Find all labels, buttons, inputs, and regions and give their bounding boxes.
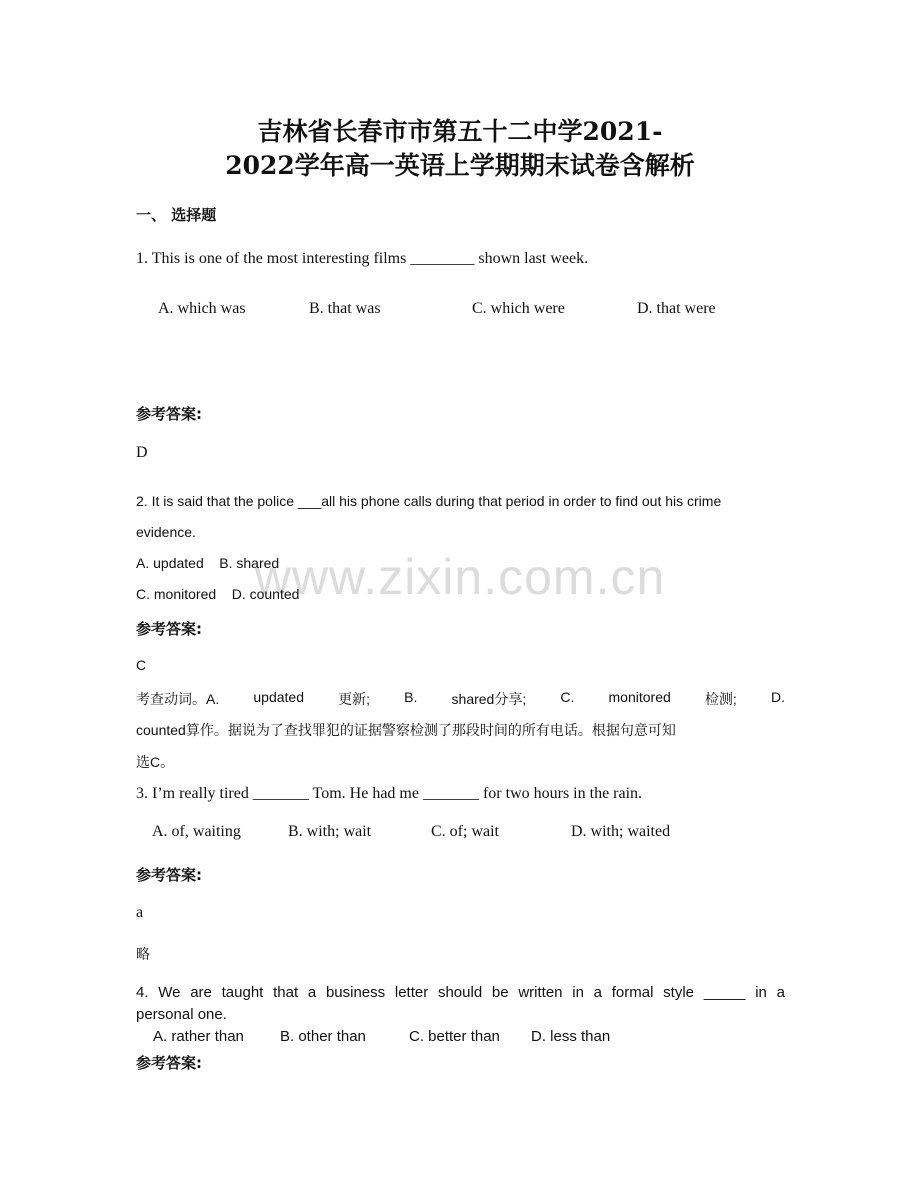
q4-stem-word: a	[307, 984, 317, 1001]
q2-explain-word: monitored	[608, 689, 671, 705]
q4-stem-word: _____	[703, 984, 746, 1001]
q4-stem-word: 4.	[136, 984, 149, 1001]
q1-option-b: B. that was	[309, 300, 381, 317]
q2-answer: C	[136, 657, 147, 673]
q4-stem-word: formal	[611, 984, 654, 1001]
q1-answer-label: 参考答案:	[136, 405, 202, 423]
q2-explain-word: B.	[404, 689, 418, 705]
q2-answer-label: 参考答案:	[136, 620, 202, 638]
q4-stem-word: in	[572, 984, 584, 1001]
q4-stem-word: business	[325, 984, 386, 1001]
q2-explanation-line-3: 选C。	[136, 754, 175, 770]
q3-option-a: A. of, waiting	[152, 823, 241, 840]
q3-option-d: D. with; waited	[571, 823, 671, 840]
q4-stem-word: a	[776, 984, 785, 1001]
q3-option-c: C. of; wait	[431, 823, 499, 840]
q2-explain-word: shared分享;	[451, 691, 527, 707]
q3-answer: a	[136, 904, 144, 921]
q4-stem-word: taught	[221, 984, 264, 1001]
q4-stem-line-2: personal one.	[136, 1006, 227, 1023]
q2-explanation-line-2: counted算作。据说为了查找罪犯的证据警察检测了那段时间的所有电话。根据句意可知	[136, 722, 676, 738]
q1-stem: 1. This is one of the most interesting films ________ shown last week.	[136, 250, 589, 267]
q2-explain-word: C.	[560, 689, 575, 705]
q4-option-d: D. less than	[531, 1028, 611, 1045]
q2-explain-word: 更新;	[338, 691, 371, 707]
q4-stem-word: are	[190, 984, 212, 1001]
q2-stem-line-1: 2. It is said that the police ___all his phone calls during that period in order to find out his crime	[136, 493, 722, 509]
q1-option-a: A. which was	[158, 300, 246, 317]
q3-answer-label: 参考答案:	[136, 866, 202, 884]
document-title-line-2: 2022学年高一英语上学期期末试卷含解析	[225, 151, 695, 180]
document-title-line-1: 吉林省长春市市第五十二中学2021-	[257, 117, 663, 146]
q2-stem-line-2: evidence.	[136, 524, 196, 540]
q1-option-d: D. that were	[637, 300, 716, 317]
q4-stem-line-1	[136, 984, 785, 1001]
q1-option-c: C. which were	[472, 300, 565, 317]
q4-stem-word: a	[593, 984, 603, 1001]
q3-stem: 3. I’m really tired _______ Tom. He had me _______ for two hours in the rain.	[136, 785, 643, 802]
q2-options-line-2: C. monitored D. counted	[136, 586, 300, 602]
q4-stem-word: should	[437, 984, 483, 1001]
q2-explain-word: 检测;	[704, 691, 737, 707]
watermark: www.zixin.com.cn	[254, 549, 666, 605]
q2-options-line-1: A. updated B. shared	[136, 555, 280, 571]
section-heading: 一、 选择题	[136, 206, 217, 224]
q2-explain-word: D.	[770, 689, 785, 705]
q2-explain-word: 考查动词。A.	[136, 691, 220, 707]
q4-option-b: B. other than	[280, 1028, 366, 1045]
q2-explanation-line-1	[136, 689, 785, 709]
q4-stem-word: style	[663, 984, 695, 1001]
q4-answer-label: 参考答案:	[136, 1054, 202, 1072]
q2-explain-word: updated	[253, 689, 304, 705]
q4-stem-word: written	[518, 984, 563, 1001]
q4-stem-word: be	[491, 984, 509, 1001]
q4-option-a: A. rather than	[153, 1028, 244, 1045]
q3-note: 略	[136, 947, 150, 963]
q3-option-b: B. with; wait	[288, 823, 372, 840]
q4-stem-word: that	[273, 984, 299, 1001]
q4-option-c: C. better than	[409, 1028, 500, 1045]
q4-stem-word: letter	[394, 984, 429, 1001]
q4-stem-word: We	[158, 984, 181, 1001]
q1-answer: D	[136, 444, 148, 461]
q4-stem-word: in	[755, 984, 767, 1001]
